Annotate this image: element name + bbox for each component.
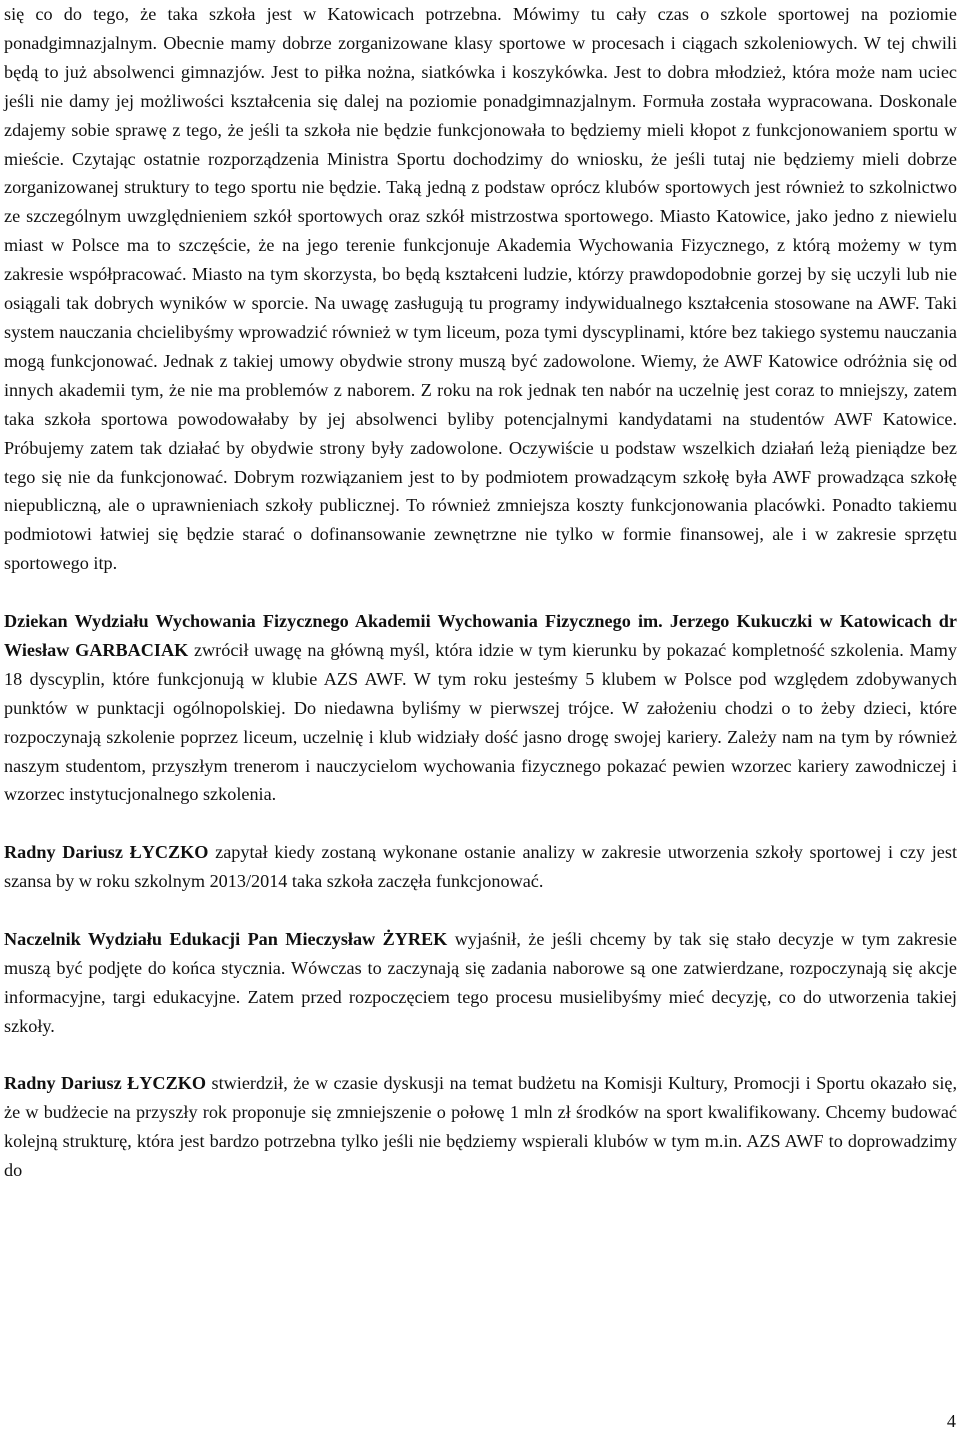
paragraph-text: wyjaśnił, że jeśli chcemy by tak się stało decyzje w tym zakresie muszą być podjęte do końca stycznia. Wówczas to zaczynają się zadania naborowe są one zatwierdzane, rozpoczynają się akcje informacyjne, targi edukacyjne. Zatem przed rozpoczęciem tego procesu musielibyśmy mieć decyzję, co do utworzenia takiej szkoły. <box>4 928 957 1036</box>
paragraph-gap <box>4 896 957 925</box>
paragraph-text: się co do tego, że taka szkoła jest w Katowicach potrzebna. Mówimy tu cały czas o szkole sportowej na poziomie ponadgimnazjalnym. Obecnie mamy dobrze zorganizowane klasy sportowe w procesach i ciągach szkoleniowych. W tej chwili będą to już absolwenci gimnazjów. Jest to piłka nożna, siatkówka i koszykówka. Jest to dobra młodzież, która może nam uciec jeśli nie damy jej możliwości kształcenia się dalej na poziomie ponadgimnazjalnym. Formuła została wypracowana. Doskonale zdajemy sobie sprawę z tego, że jeśli ta szkoła nie będzie funkcjonowała to będziemy mieli kłopot z funkcjonowaniem sportu w mieście. Czytając ostatnie rozporządzenia Ministra Sportu dochodzimy do wniosku, że jeśli tutaj nie będziemy mieli dobrze zorganizowanej struktury to tego sportu nie będzie. Taką jedną z podstaw oprócz klubów sportowych jest również to szkolnictwo ze szczególnym uwzględnieniem szkół sportowych oraz szkół mistrzostwa sportowego. Miasto Katowice, jako jedno z niewielu miast w Polsce ma to szczęście, że na jego terenie funkcjonuje Akademia Wychowania Fizycznego, z którą możemy w tym zakresie współpracować. Miasto na tym skorzysta, bo będą kształceni ludzie, którzy prawdopodobnie gorzej by się uczyli lub nie osiągali tak dobrych wyników w sporcie. Na uwagę zasługują tu programy indywidualnego kształcenia stosowane na AWF. Taki system nauczania chcielibyśmy wprowadzić również w tym liceum, poza tymi dyscyplinami, które bez takiego systemu nauczania mogą funkcjonować. Jednak z takiej umowy obydwie strony muszą być zadowolone. Wiemy, że AWF Katowice odróżnia się od innych akademii tym, że nie ma problemów z naborem. Z roku na rok jednak ten nabór na uczelnię jest coraz to mniejszy, zatem taka szkoła sportowa powodowałaby by jej absolwenci byliby potencjalnymi kandydatami na studentów AWF Katowice. Próbujemy zatem tak działać by obydwie strony były zadowolone. Oczywiście u podstaw wszelkich działań leżą pieniądze bez tego się nie da funkcjonować. Dobrym rozwiązaniem jest to by podmiotem prowadzącym szkołę była AWF prowadząca szkołę niepubliczną, ale o uprawnieniach szkoły publicznej. To również zmniejsza koszty funkcjonowania placówki. Ponadto takiemu podmiotowi łatwiej się będzie starać o dofinansowanie zewnętrzne nie tylko w formie finansowej, ale i w zakresie sprzętu sportowego itp. <box>4 4 957 574</box>
speaker-name: Radny Dariusz ŁYCZKO <box>4 842 209 863</box>
paragraph-continuation <box>4 0 957 578</box>
paragraph-gap <box>4 809 957 838</box>
paragraph-gap <box>4 578 957 607</box>
speaker-name: Naczelnik Wydziału Edukacji Pan Mieczysław ŻYREK <box>4 928 448 949</box>
paragraph-text: zapytał kiedy zostaną wykonane ostanie analizy w zakresie utworzenia szkoły sportowej i czy jest szansa by w roku szkolnym 2013/2014 taka szkoła zaczęła funkcjonować. <box>4 842 957 892</box>
speaker-name: Radny Dariusz ŁYCZKO <box>4 1073 206 1094</box>
paragraph-text: zwrócił uwagę na główną myśl, która idzie w tym kierunku by pokazać kompletność szkolenia. Mamy 18 dyscyplin, które funkcjonują w klubie AZS AWF. W tym roku jesteśmy 5 klubem w Polsce pod względem zdobywanych punktów w punktacji ogólnopolskiej. Do niedawna byliśmy w pierwszej trójce. W założeniu chodzi o to żeby dzieci, które rozpoczynają szkolenie poprzez liceum, uczelnię i klub widziały dość jasno drogę swojej kariery. Zależy nam na tym by również naszym studentom, przyszłym trenerom i nauczycielom wychowania fizycznego pokazać pewien wzorzec kariery zawodniczej i wzorzec instytucjonalnego szkolenia. <box>4 639 957 805</box>
paragraph-zyrek-answer <box>4 925 957 1041</box>
paragraph-gap <box>4 1041 957 1070</box>
paragraph-lyczko-question <box>4 838 957 896</box>
paragraph-lyczko-statement <box>4 1069 957 1185</box>
page-number: 4 <box>946 1411 956 1431</box>
paragraph-text: stwierdził, że w czasie dyskusji na temat budżetu na Komisji Kultury, Promocji i Sportu okazało się, że w budżecie na przyszły rok proponuje się zmniejszenie o połowę 1 mln zł środków na sport kwalifikowany. Chcemy budować kolejną strukturę, która jest bardzo potrzebna tylko jeśli nie będziemy wspierali klubów w tym m.in. AZS AWF to doprowadzimy do <box>4 1073 957 1181</box>
paragraph-dean-garbaciak <box>4 607 957 809</box>
document-page <box>4 0 957 1185</box>
speaker-name: Dziekan Wydziału Wychowania Fizycznego Akademii Wychowania Fizycznego im. Jerzego Kukuczki w Katowicach dr Wiesław GARBACIAK <box>4 611 957 660</box>
